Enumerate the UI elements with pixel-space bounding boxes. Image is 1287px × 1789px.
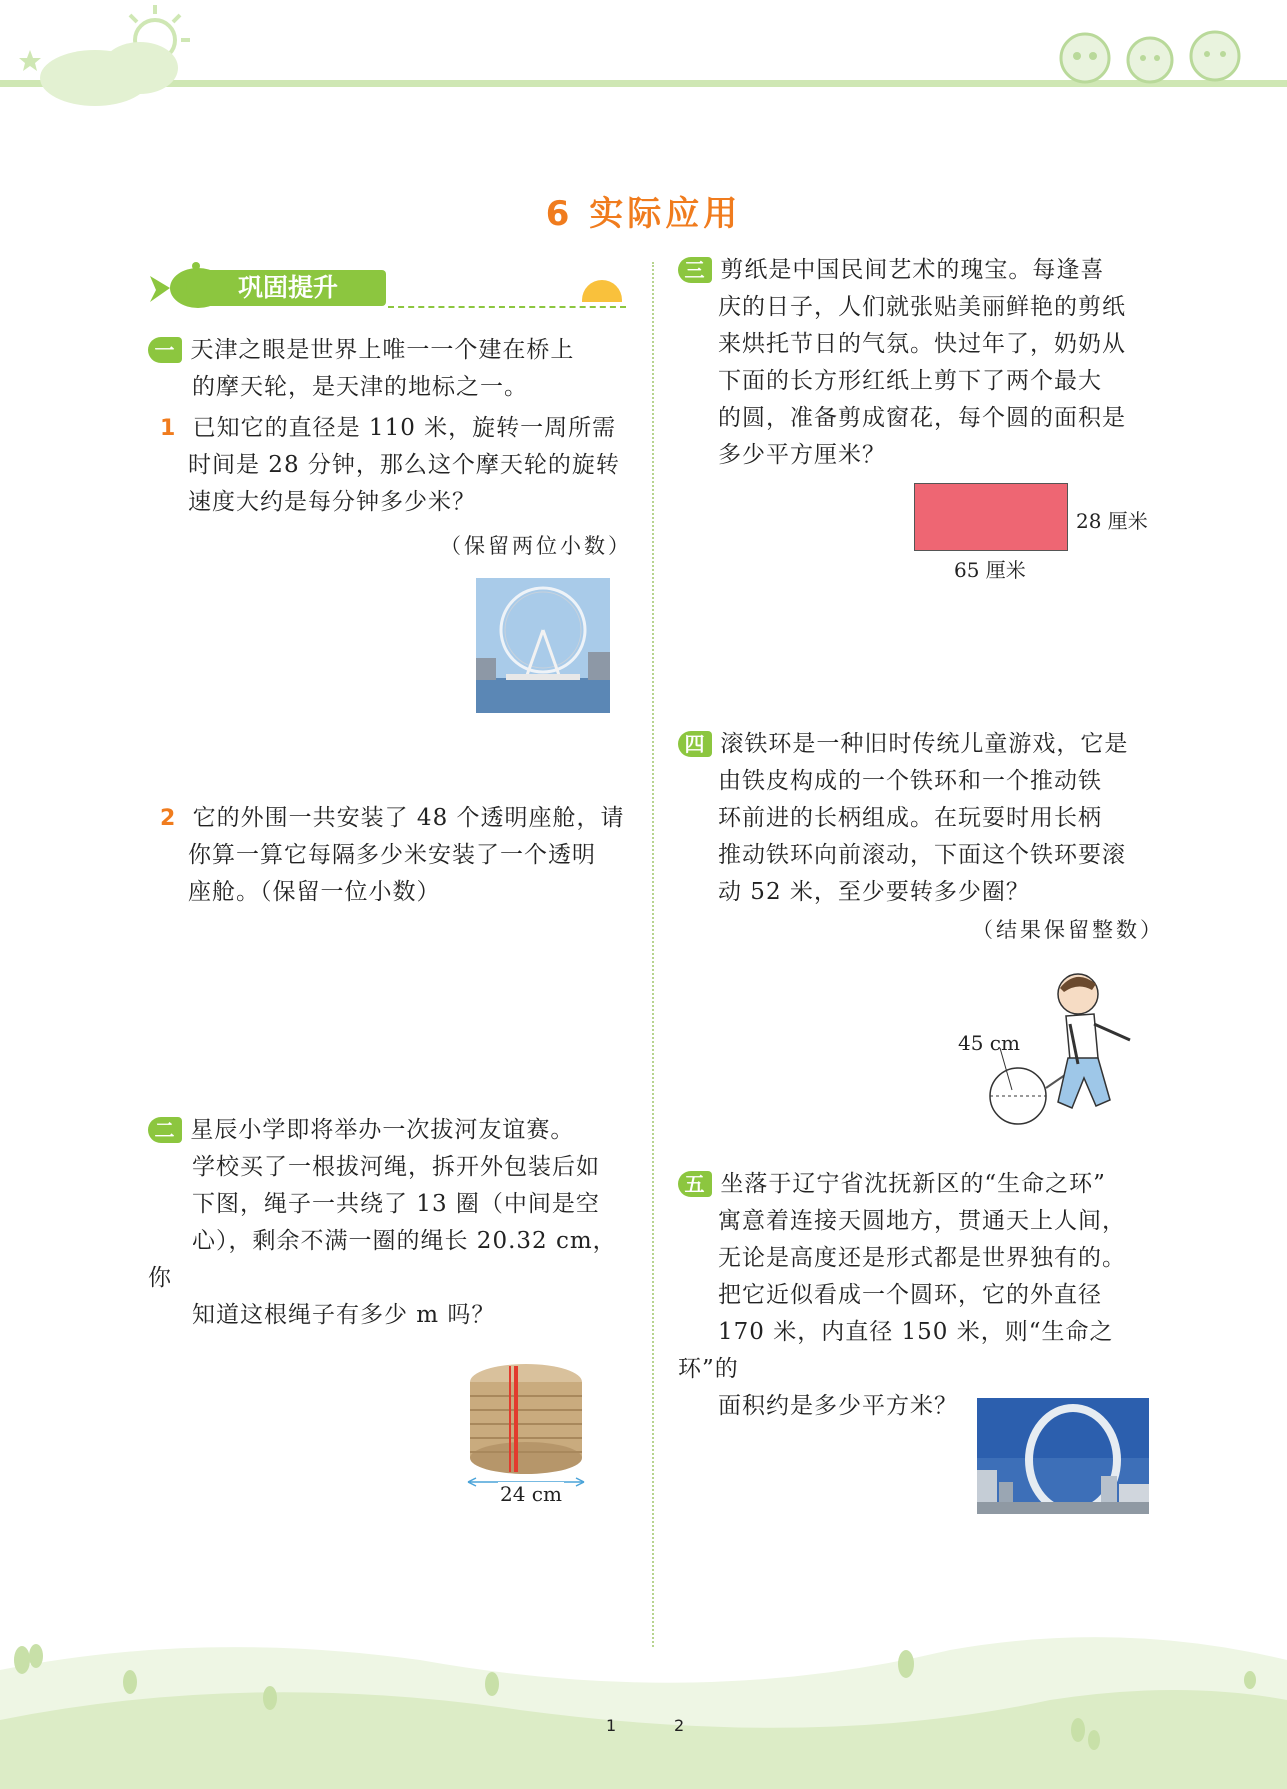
rope-coil-photo bbox=[464, 1360, 588, 1490]
banner-dash-line bbox=[388, 306, 626, 308]
q1-sub1-number: 1 bbox=[160, 416, 177, 441]
sun-cloud-decoration bbox=[0, 0, 220, 120]
ring-of-life-photo bbox=[977, 1398, 1149, 1514]
q2-line-3: 下图，绳子一共绕了 13 圈（中间是空 bbox=[192, 1191, 600, 1217]
q5-line-1: 坐落于辽宁省沈抚新区的“生命之环” bbox=[720, 1171, 1106, 1197]
q1-badge: 一 bbox=[148, 337, 182, 363]
q4-badge: 四 bbox=[678, 731, 712, 757]
page-title: 6 实际应用 bbox=[545, 194, 742, 234]
q3-line-1: 剪纸是中国民间艺术的瑰宝。每逢喜 bbox=[720, 257, 1105, 283]
q4-line-4: 推动铁环向前滚动，下面这个铁环要滚 bbox=[718, 842, 1126, 868]
q3-line-5: 的圆，准备剪成窗花，每个圆的面积是 bbox=[718, 405, 1126, 431]
column-divider bbox=[652, 262, 654, 1647]
q3-line-2: 庆的日子，人们就张贴美丽鲜艳的剪纸 bbox=[718, 294, 1126, 320]
q1-sub1-line-1: 已知它的直径是 110 米，旋转一周所需 bbox=[192, 415, 617, 441]
question-4 bbox=[678, 726, 1168, 911]
q1-sub1-note: （保留两位小数） bbox=[440, 534, 632, 558]
q4-line-2: 由铁皮构成的一个铁环和一个推动铁 bbox=[718, 768, 1102, 794]
q1-sub2-line-2: 你算一算它每隔多少米安装了一个透明 bbox=[188, 842, 596, 868]
ferris-wheel-photo bbox=[476, 578, 610, 713]
q2-badge: 二 bbox=[148, 1117, 182, 1143]
section-banner bbox=[148, 258, 628, 316]
q2-line-2: 学校买了一根拔河绳，拆开外包装后如 bbox=[192, 1154, 600, 1180]
q1-sub2-line-3: 座舱。（保留一位小数） bbox=[188, 879, 441, 905]
question-2 bbox=[148, 1112, 638, 1334]
page-number-left: 1 bbox=[606, 1716, 617, 1735]
q1-sub2-number: 2 bbox=[160, 806, 177, 831]
sunset-icon bbox=[582, 280, 622, 302]
q3-line-3: 来烘托节日的气氛。快过年了，奶奶从 bbox=[718, 331, 1126, 357]
q1-sub1-line-3: 速度大约是每分钟多少米？ bbox=[188, 489, 476, 515]
rect-width-label: 65 厘米 bbox=[954, 558, 1026, 582]
hills-footer-decoration bbox=[0, 1610, 1287, 1789]
q5-line-2: 寓意着连接天圆地方，贯通天上人间， bbox=[718, 1208, 1126, 1234]
q2-line-1: 星辰小学即将举办一次拔河友谊赛。 bbox=[190, 1117, 575, 1143]
page-number-right: 2 bbox=[674, 1716, 685, 1735]
q2-line-5: 知道这根绳子有多少 m 吗？ bbox=[192, 1302, 496, 1328]
q2-line-4: 心），剩余不满一圈的绳长 20.32 cm，你 bbox=[148, 1228, 617, 1291]
q5-line-4: 把它近似看成一个圆环，它的外直径 bbox=[718, 1282, 1102, 1308]
question-5 bbox=[678, 1166, 1168, 1425]
q3-badge: 三 bbox=[678, 257, 712, 283]
q5-line-5: 170 米，内直径 150 米，则“生命之环”的 bbox=[678, 1319, 1114, 1382]
section-banner-label: 巩固提升 bbox=[186, 270, 386, 306]
q1-sub2 bbox=[160, 800, 640, 911]
hoop-diameter-label: 45 cm bbox=[958, 1031, 1020, 1055]
q1-sub1-line-2: 时间是 28 分钟，那么这个摩天轮的旋转 bbox=[188, 452, 620, 478]
rope-width-label: 24 cm bbox=[500, 1482, 562, 1506]
animal-faces-decoration bbox=[1055, 18, 1255, 88]
rect-height-label: 28 厘米 bbox=[1076, 509, 1148, 533]
q1-sub2-line-1: 它的外围一共安装了 48 个透明座舱，请 bbox=[192, 805, 625, 831]
q3-line-4: 下面的长方形红纸上剪下了两个最大 bbox=[718, 368, 1102, 394]
question-3 bbox=[678, 252, 1168, 474]
q1-intro-line-1: 天津之眼是世界上唯一一个建在桥上 bbox=[190, 337, 575, 363]
q1-sub1 bbox=[160, 410, 640, 521]
red-paper-rectangle bbox=[914, 483, 1068, 551]
q4-line-5: 动 52 米，至少要转多少圈？ bbox=[718, 879, 1030, 905]
q3-line-6: 多少平方厘米？ bbox=[718, 442, 886, 468]
q1-intro bbox=[148, 332, 638, 406]
q4-line-1: 滚铁环是一种旧时传统儿童游戏，它是 bbox=[720, 731, 1129, 757]
q4-line-3: 环前进的长柄组成。在玩耍时用长柄 bbox=[718, 805, 1102, 831]
q1-intro-line-2: 的摩天轮，是天津的地标之一。 bbox=[192, 374, 528, 400]
q5-line-6: 面积约是多少平方米？ bbox=[718, 1393, 958, 1419]
q4-note: （结果保留整数） bbox=[972, 918, 1164, 942]
question-1 bbox=[148, 332, 638, 406]
q5-badge: 五 bbox=[678, 1171, 712, 1197]
q5-line-3: 无论是高度还是形式都是世界独有的。 bbox=[718, 1245, 1126, 1271]
